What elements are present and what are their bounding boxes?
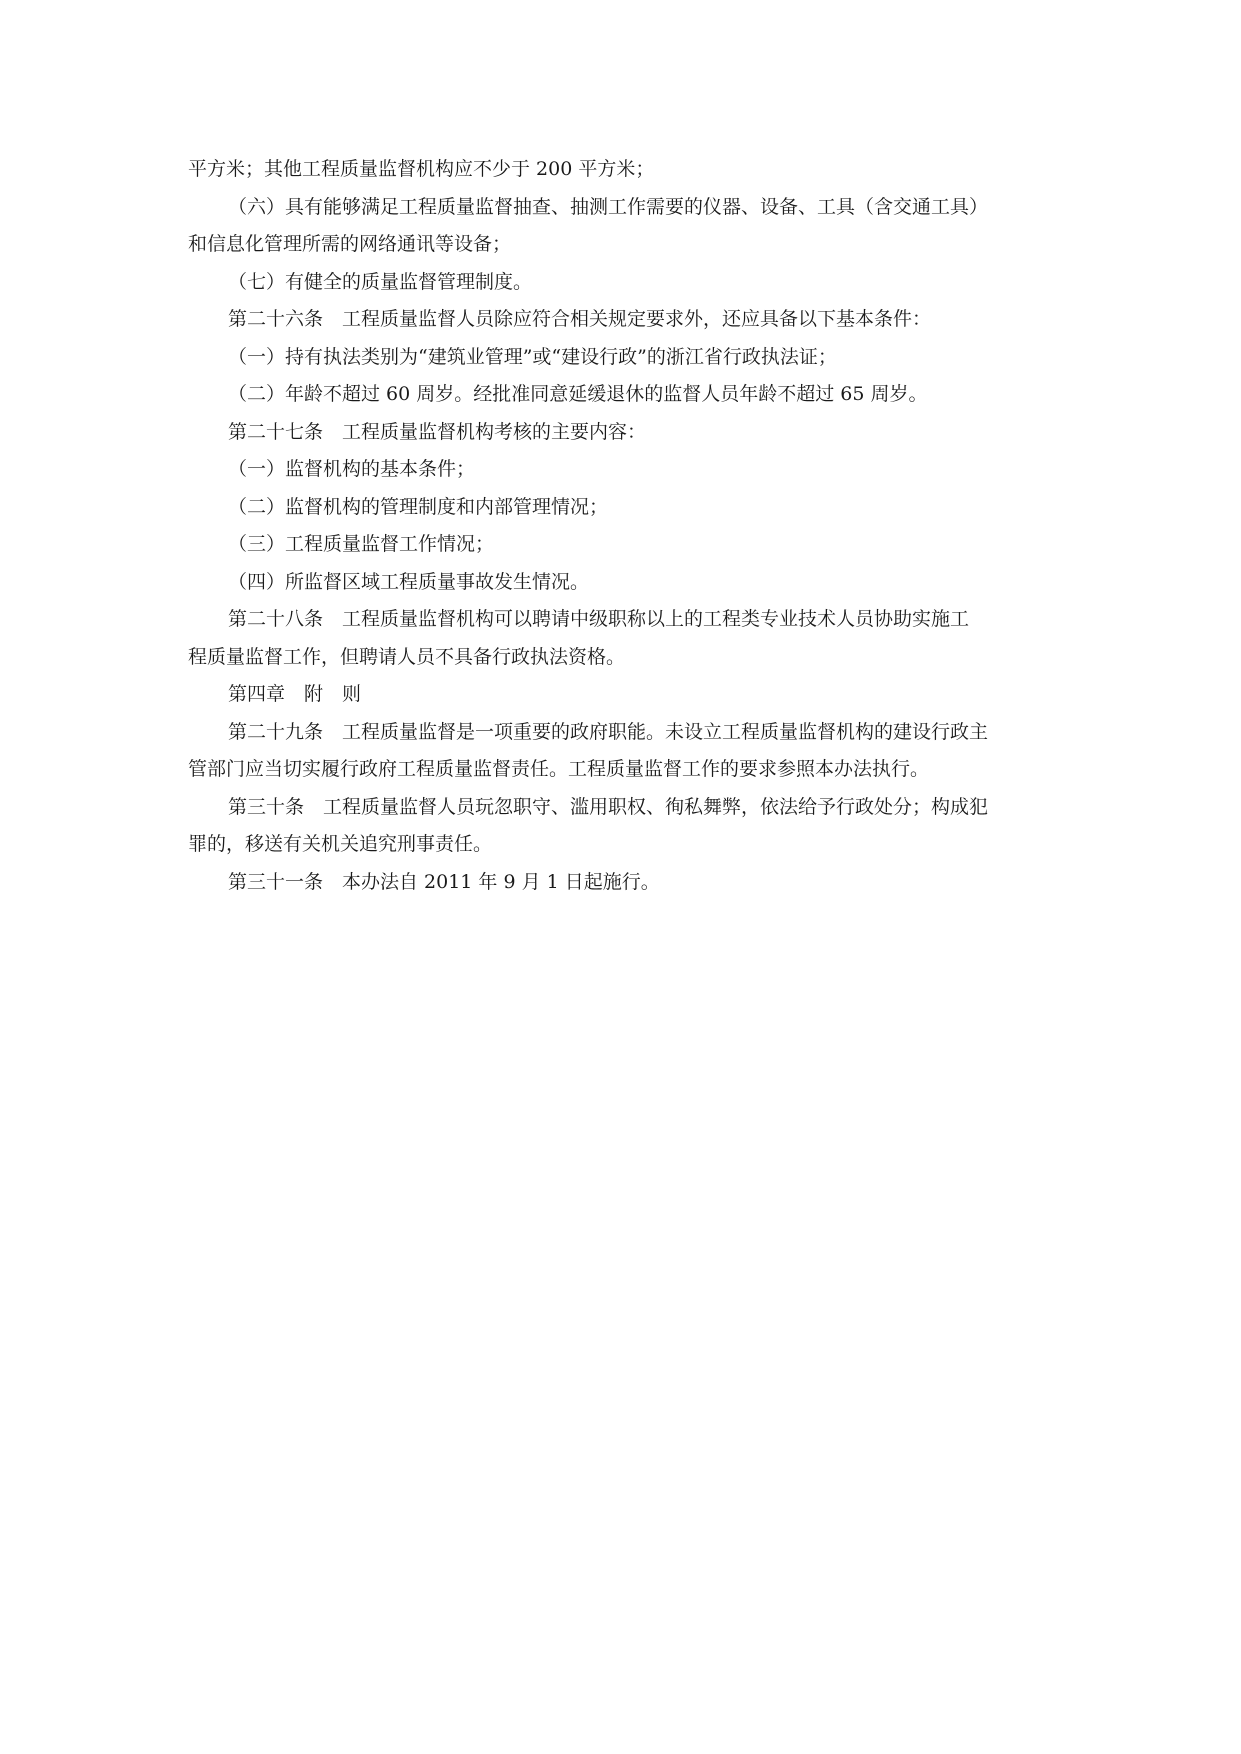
text-line: 罪的，移送有关机关追究刑事责任。 xyxy=(188,833,493,855)
text-line: （四）所监督区域工程质量事故发生情况。 xyxy=(228,570,590,593)
text-line: 管部门应当切实履行政府工程质量监督责任。工程质量监督工作的要求参照本办法执行。 xyxy=(188,758,930,780)
text-line: （二）监督机构的管理制度和内部管理情况； xyxy=(228,495,609,518)
text-line: （二）年龄不超过 60 周岁。经批准同意延缓退休的监督人员年龄不超过 65 周岁。 xyxy=(228,383,928,405)
text-line: （三）工程质量监督工作情况； xyxy=(228,533,495,555)
text-line: 和信息化管理所需的网络通讯等设备； xyxy=(188,233,512,255)
text-line: （一）监督机构的基本条件； xyxy=(228,458,476,480)
article-28-heading: 第二十八条 工程质量监督机构可以聘请中级职称以上的工程类专业技术人员协助实施工 xyxy=(228,608,970,630)
article-31-heading: 第三十一条 本办法自 2011 年 9 月 1 日起施行。 xyxy=(228,870,660,893)
chapter-4-heading: 第四章 附 则 xyxy=(228,683,362,705)
text-line: （七）有健全的质量监督管理制度。 xyxy=(228,270,533,293)
text-line: （六）具有能够满足工程质量监督抽查、抽测工作需要的仪器、设备、工具（含交通工具） xyxy=(228,195,989,218)
document-body xyxy=(188,151,1058,901)
text-line: 程质量监督工作，但聘请人员不具备行政执法资格。 xyxy=(188,645,626,668)
text-line: （一）持有执法类别为“建筑业管理”或“建设行政”的浙江省行政执法证； xyxy=(228,345,837,368)
article-30-heading: 第三十条 工程质量监督人员玩忽职守、滥用职权、徇私舞弊，依法给予行政处分；构成犯 xyxy=(228,795,989,818)
article-27-heading: 第二十七条 工程质量监督机构考核的主要内容： xyxy=(228,420,647,443)
article-29-heading: 第二十九条 工程质量监督是一项重要的政府职能。未设立工程质量监督机构的建设行政主 xyxy=(228,720,989,743)
text-line: 平方米；其他工程质量监督机构应不少于 200 平方米； xyxy=(188,158,655,180)
article-26-heading: 第二十六条 工程质量监督人员除应符合相关规定要求外，还应具备以下基本条件： xyxy=(228,308,932,330)
